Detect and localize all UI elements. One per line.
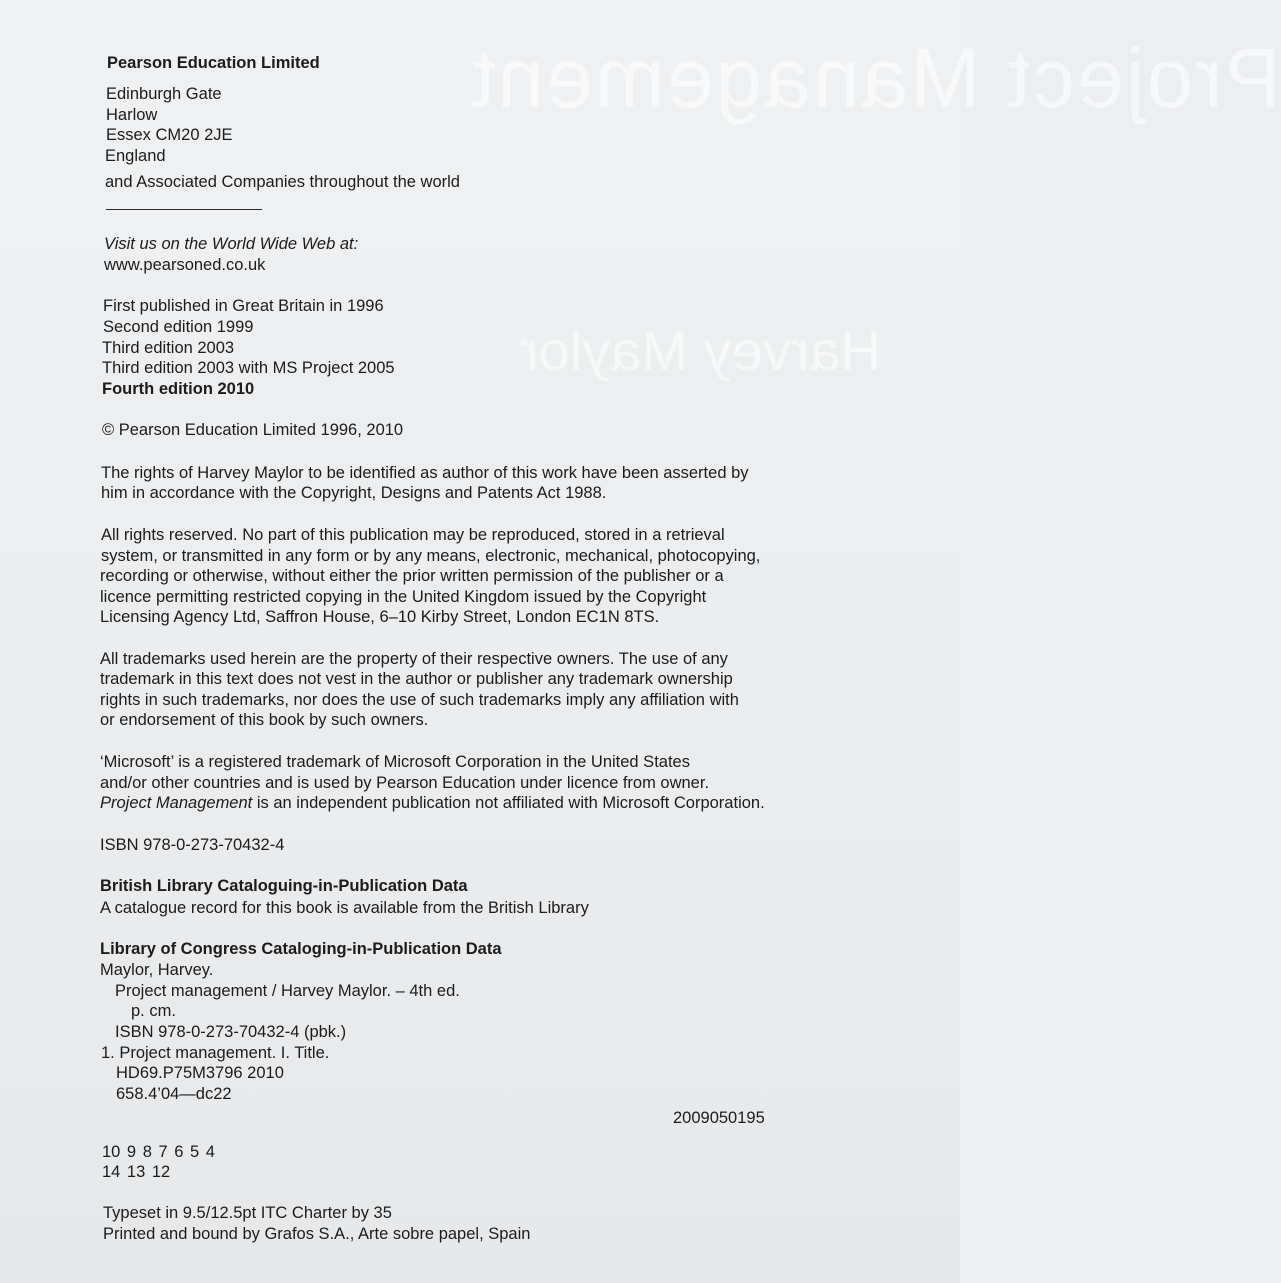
reserved-line: system, or transmitted in any form or by any means, electronic, mechanical, photocopying, [101,547,761,565]
web-url: www.pearsoned.co.uk [104,256,266,274]
loc-subject: 1. Project management. I. Title. [101,1044,330,1062]
reserved-line: Licensing Agency Ltd, Saffron House, 6–10 Kirby Street, London EC1N 8TS. [100,608,660,626]
trademark-line: All trademarks used herein are the property of their respective owners. The use of any [100,650,728,668]
loc-dewey: 658.4’04—dc22 [116,1085,232,1103]
printed-line: Printed and bound by Grafos S.A., Arte sobre papel, Spain [103,1225,531,1243]
show-through-title: Project Management [470,31,1281,125]
loc-heading: Library of Congress Cataloging-in-Publication Data [100,940,502,958]
british-library-text: A catalogue record for this book is available from the British Library [100,899,589,917]
book-title: Project Management [100,794,253,812]
loc-pages: p. cm. [131,1002,176,1020]
trademark-line: or endorsement of this book by such owners. [100,711,429,729]
publisher-name: Pearson Education Limited [107,54,320,72]
reserved-line: recording or otherwise, without either the prior written permission of the publisher or a [100,567,724,585]
edition-line: First published in Great Britain in 1996 [103,297,384,315]
edition-line: Second edition 1999 [103,318,254,336]
web-label: Visit us on the World Wide Web at: [104,235,359,253]
microsoft-line [100,793,765,814]
loc-isbn: ISBN 978-0-273-70432-4 (pbk.) [115,1023,347,1041]
loc-control-number: 2009050195 [673,1109,765,1127]
show-through-author: Harvey Maylor [520,319,881,382]
trademark-line: rights in such trademarks, nor does the use of such trademarks imply any affiliation with [100,691,739,709]
isbn: ISBN 978-0-273-70432-4 [100,836,285,854]
british-library-heading: British Library Cataloguing-in-Publication Data [100,877,468,895]
associated-companies: and Associated Companies throughout the world [105,173,460,191]
address-line: England [105,147,166,165]
rights-line: him in accordance with the Copyright, Designs and Patents Act 1988. [101,484,607,502]
microsoft-disclaimer: is an independent publication not affiliated with Microsoft Corporation. [252,794,765,812]
edition-line: Third edition 2003 [102,339,235,357]
loc-title: Project management / Harvey Maylor. – 4th ed. [115,982,460,1000]
loc-classification: HD69.P75M3796 2010 [116,1064,284,1082]
typeset-line: Typeset in 9.5/12.5pt ITC Charter by 35 [103,1204,392,1222]
print-line: 14 13 12 [102,1163,171,1181]
microsoft-line: ‘Microsoft’ is a registered trademark of Microsoft Corporation in the United States [100,753,690,771]
copyright-notice: © Pearson Education Limited 1996, 2010 [102,421,404,439]
divider-rule [106,209,262,210]
microsoft-line: and/or other countries and is used by Pearson Education under licence from owner. [100,774,710,792]
print-line: 10 9 8 7 6 5 4 [102,1143,215,1161]
rights-line: The rights of Harvey Maylor to be identified as author of this work have been asserted by [101,464,749,482]
edition-line: Third edition 2003 with MS Project 2005 [102,359,395,377]
address-line: Essex CM20 2JE [106,126,233,144]
address-line: Harlow [106,106,158,124]
reserved-line: All rights reserved. No part of this publication may be reproduced, stored in a retrieval [101,526,725,544]
trademark-line: trademark in this text does not vest in the author or publisher any trademark ownership [100,670,733,688]
loc-author: Maylor, Harvey. [100,961,214,979]
address-line: Edinburgh Gate [106,85,222,103]
reserved-line: licence permitting restricted copying in the United Kingdom issued by the Copyright [100,588,707,606]
current-edition: Fourth edition 2010 [102,380,255,398]
